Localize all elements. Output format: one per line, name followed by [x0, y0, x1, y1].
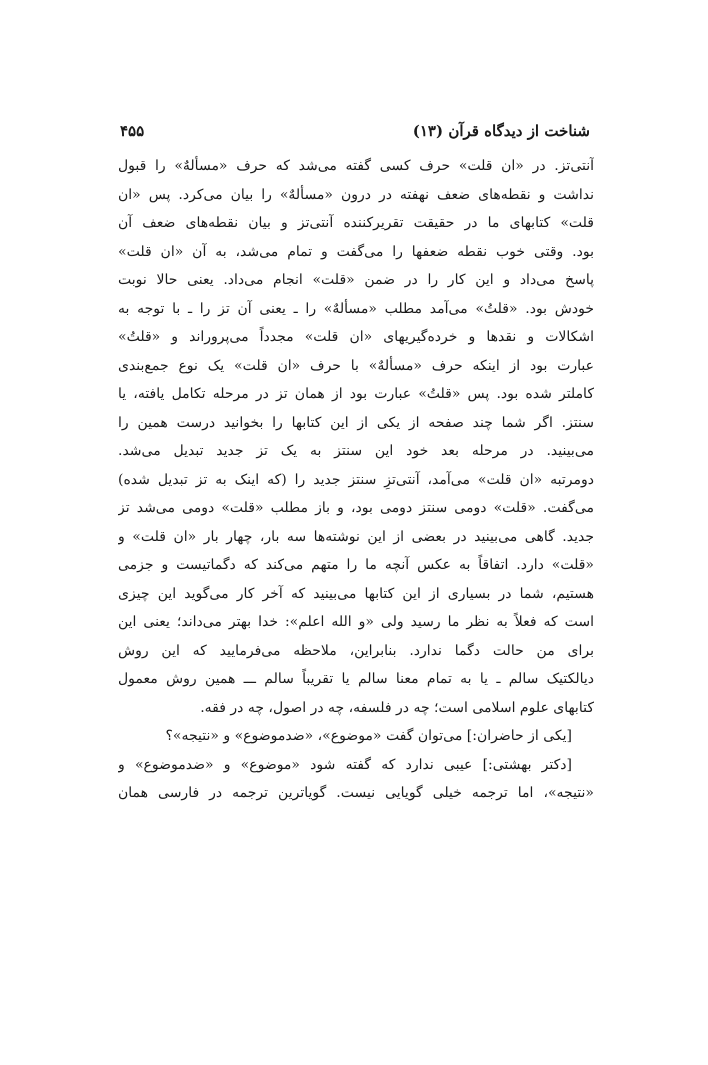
text-line: پاسخ می‌داد و این کار را در ضمن «قلت» انجام می‌داد. یعنی حالا نوبت	[118, 272, 594, 288]
text-line: دومرتبه «ان قلت» می‌آمد، آنتی‌تزِ سنتز جدید را (که اینک به تز تبدیل شده)	[118, 471, 594, 488]
text-line: نداشت و نقطه‌های ضعف نهفته در درون «مسألهٌ» را بیان می‌کرد. پس «ان	[118, 186, 594, 203]
text-line: برای من حالت دگما ندارد. بنابراین، ملاحظه می‌فرمایید که این روش	[118, 642, 594, 659]
text-line: جدید. گاهی می‌بینید در بعضی از این نوشته‌ها سه بار، چهار بار «ان قلت» و	[118, 528, 594, 545]
running-header	[120, 118, 590, 144]
text-line: کاملتر شده بود. پس «قلتُ» عبارت بود از همان تز در مرحله تکامل یافته، یا	[118, 386, 594, 402]
text-line: [دکتر بهشتی:] عیبی ندارد که گفته شود «موضوع» و «ضدموضوع» و	[118, 756, 572, 773]
text-line: می‌گفت. «قلت» دومی سنتز دومی بود، و باز مطلب «قلت» دومی می‌شد تز	[118, 500, 594, 516]
text-line: [یکی از حاضران:] می‌توان گفت «موضوع»، «ضدموضوع» و «نتیجه»؟	[165, 728, 572, 744]
text-line: بود. وقتی خوب نقطه ضعفها را می‌گفت و تمام می‌شد، به آن «ان قلت»	[118, 243, 594, 260]
body-text	[118, 152, 594, 808]
page-number: ۴۵۵	[120, 122, 145, 140]
chapter-title: شناخت از دیدگاه قرآن (۱۳)	[412, 122, 590, 140]
text-line: «قلت» دارد. اتفاقاً به عکس آنچه ما را متهم می‌کند که دگماتیست و جزمی	[118, 557, 594, 573]
text-line: عبارت بود از اینکه حرف «مسألهٌ» با حرف «ان قلت» یک نوع جمع‌بندی	[118, 357, 594, 374]
text-line: اشکالات و نقدها و خرده‌گیریهای «ان قلت» مجدداً می‌پروراند و «قلتُ»	[118, 329, 594, 345]
text-line: دیالکتیک سالم ـ یا به تمام معنا سالم یا تقریباً سالم ـــ همین روش معمول	[118, 671, 594, 687]
text-line: است که فعلاً به نظر ما رسید ولی «و الله اعلم»: خدا بهتر می‌داند؛ یعنی این	[118, 614, 594, 630]
text-line: سنتز. اگر شما چند صفحه از یکی از این کتابها را بخوانید درست همین را	[118, 414, 594, 431]
text-line: قلت» کتابهای ما در حقیقت تقریرکننده آنتی‌تز و بیان نقطه‌های ضعف آن	[118, 215, 594, 231]
text-line: «نتیجه»، اما ترجمه خیلی گویایی نیست. گویاترین ترجمه در فارسی همان	[118, 785, 594, 801]
text-line: می‌بینید. در مرحله بعد خود این سنتز به یک تز جدید تبدیل می‌شد.	[118, 443, 594, 459]
text-line: خودش بود. «قلتُ» می‌آمد مطلب «مسألهٌ» را ـ یعنی آن تز را ـ با توجه به	[118, 300, 594, 317]
text-line: آنتی‌تز. در «ان قلت» حرف کسی گفته می‌شد که حرف «مسألهٌ» را قبول	[118, 158, 594, 174]
text-line: کتابهای علوم اسلامی است؛ چه در فلسفه، چه در اصول، چه در فقه.	[200, 699, 594, 716]
text-line: هستیم، شما در بسیاری از این کتابها می‌بینید که آخر کار می‌گوید این چیزی	[118, 585, 594, 602]
